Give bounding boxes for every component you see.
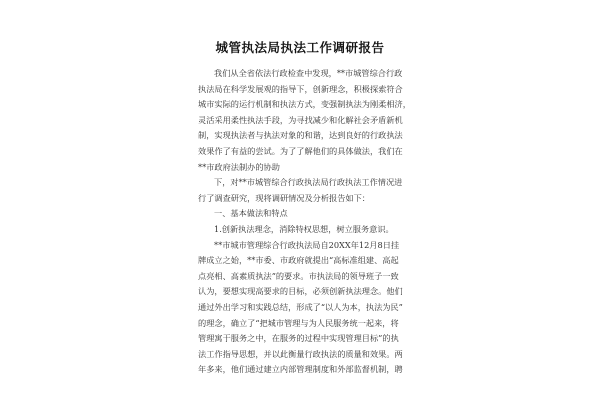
text-line: 牌成立之始，**市委、市政府就提出“高标准组建、高起 <box>198 255 399 266</box>
text-line: 行了调查研究，现将调研情况及分析报告如下： <box>198 192 370 203</box>
section-heading: 一、基本做法和特点 <box>214 208 288 219</box>
text-line: 认为，要想实现高要求的目标，必须创新执法理念。他们 <box>198 286 403 297</box>
text-line: 通过外出学习和实践总结，形成了“以人为本，执法为民” <box>198 301 403 312</box>
page-title: 城管执法局执法工作调研报告 <box>215 40 385 55</box>
text-line: 执法局在科学发展观的指导下，创新理念，积极探索符合 <box>198 83 403 94</box>
text-line: 我们从全省依法行政检查中发现，**市城管综合行政 <box>214 68 403 78</box>
text-line: 灵活采用柔性执法手段，为寻找减少和化解社会矛盾新机 <box>198 114 403 125</box>
text-line: 效果作了有益的尝试。为了了解他们的具体做法，我们在 <box>198 145 403 156</box>
text-line: 的理念，确立了“把城市管理与为人民服务统一起来，将 <box>198 317 399 328</box>
subsection-heading: 1.创新执法理念，消除特权思想，树立服务意识。 <box>214 223 394 234</box>
text-line: 下，对**市城管综合行政执法局行政执法工作情况进 <box>214 177 403 188</box>
text-line: **市政府法制办的协助 <box>198 161 280 172</box>
document-body <box>198 66 413 378</box>
text-line: 管理寓于服务之中，在服务的过程中实现管理目标”的执 <box>198 333 399 344</box>
text-line: 年多来，他们通过建立内部管理制度和外部监督机制，聘 <box>198 364 403 375</box>
text-line: 制，实现执法者与执法对象的和谐，达到良好的行政执法 <box>198 130 403 141</box>
text-line: **市城市管理综合行政执法局自20XX年12月8日挂 <box>214 239 400 250</box>
text-line: 点亮相、高素质执法”的要求。市执法局的领导班子一致 <box>198 270 399 281</box>
text-line: 法工作指导思想，并以此衡量行政执法的质量和效果。两 <box>198 348 403 359</box>
text-line: 城市实际的运行机制和执法方式，变强制执法为刚柔相济， <box>198 99 411 110</box>
